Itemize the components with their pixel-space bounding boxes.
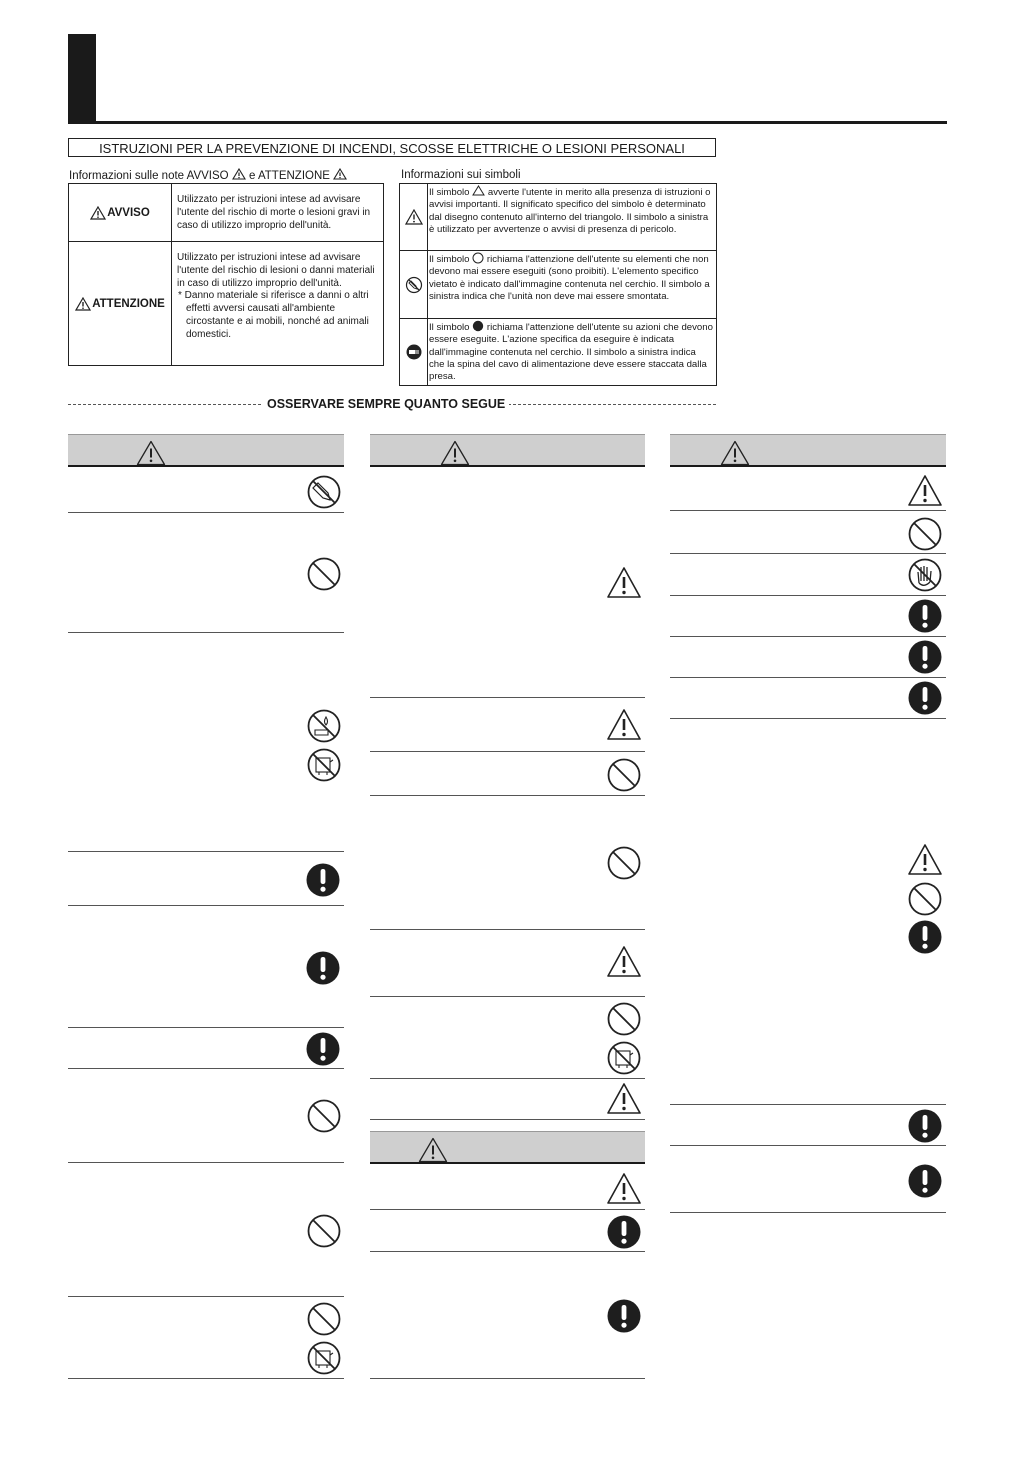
mandatory-action-icon — [606, 1298, 642, 1334]
avviso-row — [69, 184, 383, 242]
symbol-triangle-text: Il simbolo avverte l'utente in merito alla presenza di istruzioni o avvisi importanti. Il significato specifico del simbolo è determinato dal disegno contenuto all'interno del triangolo. Il simbolo a sinistra è utilizzato per avvertenze o avvisi di presenza di pericolo. — [429, 187, 711, 235]
attenzione-cell — [171, 242, 383, 342]
notes-table — [68, 183, 384, 366]
triangle-outline-icon — [472, 185, 485, 196]
row-divider — [370, 1119, 645, 1120]
mandatory-action-icon — [907, 1163, 943, 1199]
mandatory-action-icon — [305, 862, 341, 898]
row-divider — [68, 851, 344, 852]
title-rule — [68, 121, 947, 124]
warning-triangle-icon — [907, 843, 943, 877]
no-liquids-icon — [606, 1040, 642, 1076]
symbols-section-label: Informazioni sui simboli — [401, 169, 521, 181]
symbol-row-circle — [400, 251, 716, 319]
row-divider — [670, 510, 946, 511]
attenzione-note: * Danno materiale si riferisce a danni o altri effetti avversi causati all'ambiente circostante e ai mobili, nonché ad animali domestici. — [178, 290, 369, 340]
symbol-row-dot — [400, 319, 716, 385]
prohibited-icon — [306, 1301, 342, 1337]
avviso-label-cell — [69, 184, 172, 241]
chapter-tab — [68, 34, 96, 124]
row-divider — [370, 697, 645, 698]
avviso-label: AVVISO — [107, 206, 150, 219]
row-divider — [670, 1212, 946, 1213]
symbol-circle-text: Il simbolo richiama l'attenzione dell'utente su elementi che non devono mai essere eseguiti (sono proibiti). L'elemento specifico vietato è indicato dall'immagine contenuta nel cerchio. Il simbolo a sinistra indica che l'unità non deve mai essere smontata. — [429, 254, 710, 302]
no-liquids-icon — [306, 747, 342, 783]
row-divider — [370, 1251, 645, 1252]
warning-triangle-icon — [606, 708, 642, 742]
prohibited-icon — [606, 845, 642, 881]
symbol-dot-text: Il simbolo richiama l'attenzione dell'utente su azioni che devono essere eseguite. L'azione specifica da eseguire è indicata dall'immagine contenuta nel cerchio. Il simbolo a sinistra indica che la spina del cavo di alimentazione deve essere staccata dalla presa. — [429, 322, 713, 383]
col2-header — [370, 434, 645, 467]
row-divider — [670, 595, 946, 596]
warning-triangle-icon — [606, 1082, 642, 1116]
symbols-table — [399, 183, 717, 386]
mandatory-action-icon — [907, 680, 943, 716]
no-disassembly-icon — [306, 474, 342, 510]
warning-triangle-icon — [232, 168, 246, 180]
row-divider — [370, 1378, 645, 1379]
row-divider — [68, 1068, 344, 1069]
warning-triangle-icon — [440, 440, 470, 466]
row-divider — [370, 795, 645, 796]
safety-banner-title: ISTRUZIONI PER LA PREVENZIONE DI INCENDI, SCOSSE ELETTRICHE O LESIONI PERSONALI — [99, 141, 685, 156]
row-divider — [370, 929, 645, 930]
attenzione-row — [69, 242, 383, 366]
row-divider — [68, 905, 344, 906]
warning-triangle-icon — [418, 1137, 448, 1163]
row-divider — [68, 1296, 344, 1297]
attenzione-text: Utilizzato per istruzioni intese ad avvisare l'utente del rischio di lesioni o danni materiali in caso di utilizzo improprio dell'unità. — [177, 252, 375, 289]
prohibited-icon — [907, 881, 943, 917]
warning-triangle-icon — [606, 1172, 642, 1206]
mandatory-action-icon — [305, 1031, 341, 1067]
prohibited-icon — [306, 556, 342, 592]
mandatory-action-icon — [907, 598, 943, 634]
circle-outline-icon — [472, 252, 484, 264]
notes-section-label: Informazioni sulle note AVVISO e ATTENZIONE — [69, 168, 347, 183]
row-divider — [670, 553, 946, 554]
mandatory-action-icon — [305, 950, 341, 986]
row-divider — [670, 1145, 946, 1146]
col3-header — [670, 434, 946, 467]
prohibited-icon — [306, 1213, 342, 1249]
row-divider — [670, 718, 946, 719]
warning-triangle-icon — [90, 206, 106, 220]
prohibited-icon — [606, 1001, 642, 1037]
no-liquids-icon — [306, 1340, 342, 1376]
row-divider — [370, 751, 645, 752]
warning-triangle-icon — [405, 209, 423, 225]
row-divider — [370, 1078, 645, 1079]
symbol-row-triangle — [400, 184, 716, 251]
warning-triangle-icon — [720, 440, 750, 466]
col1-header — [68, 434, 344, 467]
mandatory-action-icon — [907, 1108, 943, 1144]
warning-triangle-icon — [75, 297, 91, 311]
row-divider — [68, 632, 344, 633]
no-touch-icon — [907, 557, 943, 593]
row-divider — [370, 996, 645, 997]
warning-triangle-icon — [907, 474, 943, 508]
no-water-icon — [306, 708, 342, 744]
prohibited-icon — [606, 757, 642, 793]
divider-heading: OSSERVARE SEMPRE QUANTO SEGUE — [263, 396, 509, 412]
unplug-icon — [405, 343, 423, 361]
row-divider — [670, 1104, 946, 1105]
col2-caution-header — [370, 1131, 645, 1164]
warning-triangle-icon — [136, 440, 166, 466]
attenzione-label-cell — [69, 242, 172, 366]
prohibited-icon — [907, 516, 943, 552]
filled-circle-icon — [472, 320, 484, 332]
row-divider — [68, 1162, 344, 1163]
no-disassembly-icon — [405, 276, 423, 294]
warning-triangle-icon — [606, 566, 642, 600]
prohibited-icon — [306, 1098, 342, 1134]
warning-triangle-icon — [333, 168, 347, 180]
mandatory-action-icon — [907, 919, 943, 955]
row-divider — [68, 512, 344, 513]
row-divider — [68, 1027, 344, 1028]
row-divider — [68, 1378, 344, 1379]
row-divider — [670, 636, 946, 637]
warning-triangle-icon — [606, 945, 642, 979]
avviso-text: Utilizzato per istruzioni intese ad avvisare l'utente del rischio di morte o lesioni gravi in caso di utilizzo improprio dell'unità. — [177, 194, 371, 231]
attenzione-label: ATTENZIONE — [92, 298, 165, 310]
row-divider — [370, 1209, 645, 1210]
mandatory-action-icon — [907, 639, 943, 675]
row-divider — [670, 677, 946, 678]
safety-banner — [68, 138, 716, 157]
mandatory-action-icon — [606, 1214, 642, 1250]
